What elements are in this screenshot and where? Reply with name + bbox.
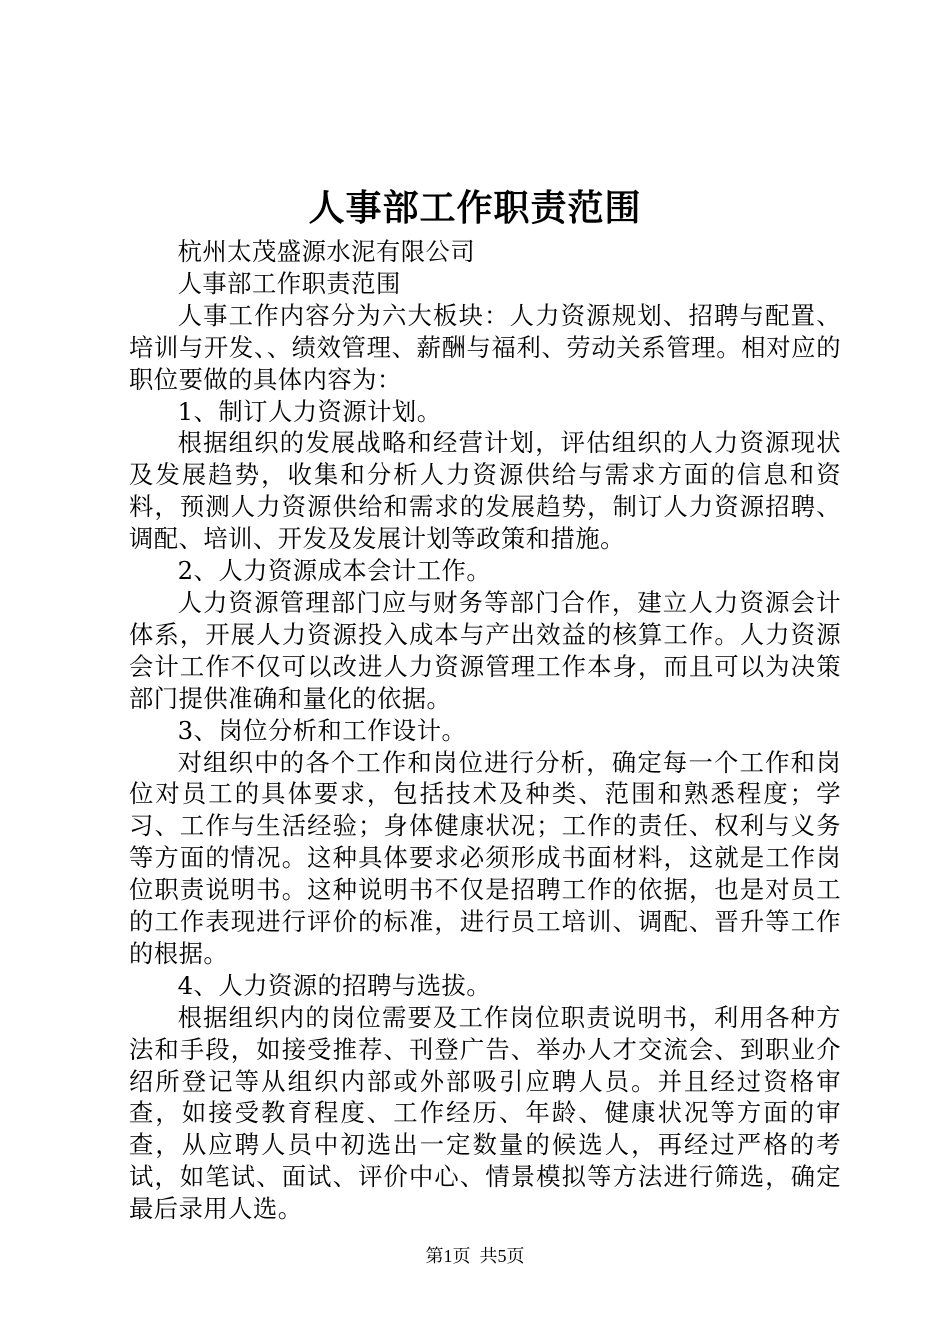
page-number: 第1页 共5页 — [425, 1246, 525, 1266]
section-heading-1: 1、制订人力资源计划。 — [177, 396, 442, 426]
section-body-1: 根据组织的发展战略和经营计划，评估组织的人力资源现状及发展趋势，收集和分析人力资源供给与需求方面的信息和资料，预测人力资源供给和需求的发展趋势，制订人力资源招聘、调配、培训、开发及发展计划等政策和措施。 — [129, 428, 841, 554]
document-body — [129, 236, 841, 1225]
section-heading-3: 3、岗位分析和工作设计。 — [177, 715, 467, 745]
section-heading-4: 4、人力资源的招聘与选拔。 — [177, 970, 492, 1000]
page-footer — [0, 1244, 950, 1268]
section-heading-2: 2、人力资源成本会计工作。 — [177, 556, 492, 586]
company-name: 杭州太茂盛源水泥有限公司 — [177, 237, 476, 266]
intro-paragraph: 人事工作内容分为六大板块：人力资源规划、招聘与配置、培训与开发、、绩效管理、薪酬与福利、劳动关系管理。相对应的职位要做的具体内容为： — [129, 300, 841, 394]
subtitle: 人事部工作职责范围 — [177, 268, 401, 298]
section-body-4: 根据组织内的岗位需要及工作岗位职责说明书，利用各种方法和手段，如接受推荐、刊登广告、举办人才交流会、到职业介绍所登记等从组织内部或外部吸引应聘人员。并且经过资格审查，如接受教育程度、工作经历、年龄、健康状况等方面的审查，从应聘人员中初选出一定数量的候选人，再经过严格的考试，如笔试、面试、评价中心、情景模拟等方法进行筛选，确定最后录用人选。 — [129, 1002, 841, 1224]
document-title: 人事部工作职责范围 — [308, 187, 642, 229]
section-body-2: 人力资源管理部门应与财务等部门合作，建立人力资源会计体系，开展人力资源投入成本与产出效益的核算工作。人力资源会计工作不仅可以改进人力资源管理工作本身，而且可以为决策部门提供准确和量化的依据。 — [129, 587, 841, 713]
section-body-3: 对组织中的各个工作和岗位进行分析，确定每一个工作和岗位对员工的具体要求，包括技术及种类、范围和熟悉程度；学习、工作与生活经验；身体健康状况；工作的责任、权利与义务等方面的情况。这种具体要求必须形成书面材料，这就是工作岗位职责说明书。这种说明书不仅是招聘工作的依据，也是对员工的工作表现进行评价的标准，进行员工培训、调配、晋升等工作的根据。 — [129, 747, 841, 968]
